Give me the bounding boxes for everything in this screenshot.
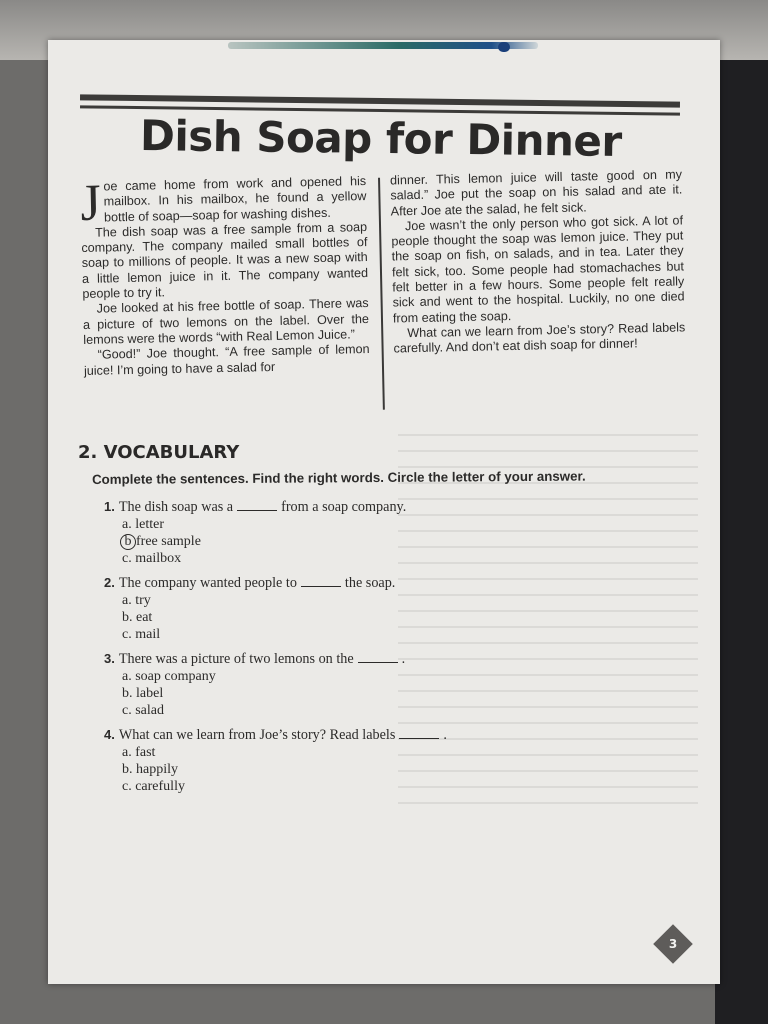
exercise-instruction: Complete the sentences. Find the right words. Circle the letter of your answer. [92, 468, 586, 487]
document-page [48, 40, 720, 984]
answer-option[interactable] [104, 744, 524, 761]
answer-blank[interactable] [358, 652, 398, 663]
question-number: 1. [104, 499, 115, 514]
option-text: salad [135, 703, 164, 718]
option-letter: b. [122, 686, 133, 701]
option-letter: b. [122, 610, 133, 625]
answer-option[interactable] [104, 778, 524, 795]
question-text: . [401, 651, 406, 667]
page-number: 3 [668, 937, 678, 951]
story-paragraph: What can we learn from Joe’s story? Read labels carefully. And don’t eat dish soap for dinner! [393, 320, 686, 356]
option-text: mailbox [135, 551, 182, 566]
story-paragraph: The dish soap was a free sample from a soap company. The company mailed small bottles of soap to millions of people. It was a new soap with a little lemon juice in it. The company wanted people to try it. [81, 219, 369, 302]
option-text: carefully [135, 779, 185, 794]
option-letter: a. [122, 745, 132, 760]
option-text: fast [135, 745, 156, 760]
question-text: from a soap company. [281, 499, 407, 515]
answer-option[interactable] [104, 516, 524, 533]
option-text: letter [135, 517, 164, 532]
answer-option[interactable] [104, 592, 524, 609]
option-text: label [136, 686, 164, 701]
question-stem [104, 650, 524, 668]
answer-option[interactable] [104, 626, 524, 643]
option-letter: c. [122, 551, 132, 566]
answer-option[interactable] [104, 685, 524, 702]
background-right [715, 60, 768, 1024]
question-item [104, 498, 524, 567]
question-number: 3. [104, 651, 115, 666]
answer-option-selected[interactable] [104, 533, 524, 550]
story-paragraph: Joe looked at his free bottle of soap. There was a picture of two lemons on the label. Over the lemons were the words “with Real Lemon Juice.” [82, 296, 370, 347]
story-left-column [80, 174, 370, 379]
story-paragraph: Joe wasn’t the only person who got sick. A lot of people thought the soap was lemon juice. They put the soap on fish, on salads, and in tea. Later they felt sick, too. Some people had stomachaches but felt better in a few hours. Some people felt really sick and went to the hospital. Luckily, no one died from eating the soap. [391, 213, 685, 326]
question-item [104, 574, 524, 643]
question-text: the soap. [344, 575, 396, 591]
question-list [104, 498, 524, 795]
question-number: 4. [104, 727, 115, 742]
question-item [104, 726, 524, 795]
answer-blank[interactable] [237, 500, 277, 511]
top-decorative-dot [498, 42, 510, 52]
option-text: happily [136, 762, 178, 777]
option-text: try [135, 593, 151, 608]
answer-blank[interactable] [399, 728, 439, 739]
question-text: There was a picture of two lemons on the [118, 651, 354, 667]
question-item [104, 650, 524, 719]
answer-option[interactable] [104, 550, 524, 567]
question-text: The company wanted people to [118, 575, 297, 591]
option-text: soap company [135, 669, 216, 684]
question-stem [104, 498, 524, 516]
drop-cap: J [79, 174, 102, 232]
option-text: free sample [136, 534, 201, 549]
section-heading: 2. VOCABULARY [78, 442, 240, 463]
answer-option[interactable] [104, 702, 524, 719]
page-title: Dish Soap for Dinner [139, 111, 622, 166]
option-letter: c. [122, 627, 132, 642]
answer-option[interactable] [104, 761, 524, 778]
question-text: The dish soap was a [118, 499, 234, 515]
option-letter: a. [122, 593, 132, 608]
option-letter: c. [122, 703, 132, 718]
story-paragraph [79, 174, 367, 232]
option-letter: a. [122, 669, 132, 684]
story-paragraph: dinner. This lemon juice will taste good on my salad.” Joe put the soap on his salad and ate it. After Joe ate the salad, he felt sick. [389, 167, 683, 219]
answer-option[interactable] [104, 668, 524, 685]
option-text: mail [135, 627, 161, 642]
question-text: . [443, 727, 447, 743]
story-section [80, 167, 685, 420]
story-right-column [390, 167, 686, 357]
option-letter: c. [122, 779, 132, 794]
answer-blank[interactable] [301, 576, 341, 587]
option-letter: a. [122, 517, 132, 532]
story-text: oe came home from work and opened his mailbox. In his mailbox, he found a yellow bottle of soap—soap for washing dishes. [103, 174, 367, 225]
option-letter: b. [122, 762, 133, 777]
question-text: What can we learn from Joe’s story? Read labels [118, 727, 396, 743]
question-stem [104, 574, 524, 592]
top-decorative-stripe [228, 42, 538, 49]
story-paragraph: “Good!” Joe thought. “A free sample of lemon juice! I’m going to have a salad for [83, 342, 370, 378]
answer-option[interactable] [104, 609, 524, 626]
question-number: 2. [104, 575, 115, 590]
column-divider [378, 178, 385, 410]
option-text: eat [136, 610, 153, 625]
question-stem [104, 726, 524, 744]
circled-letter: b [120, 534, 136, 550]
